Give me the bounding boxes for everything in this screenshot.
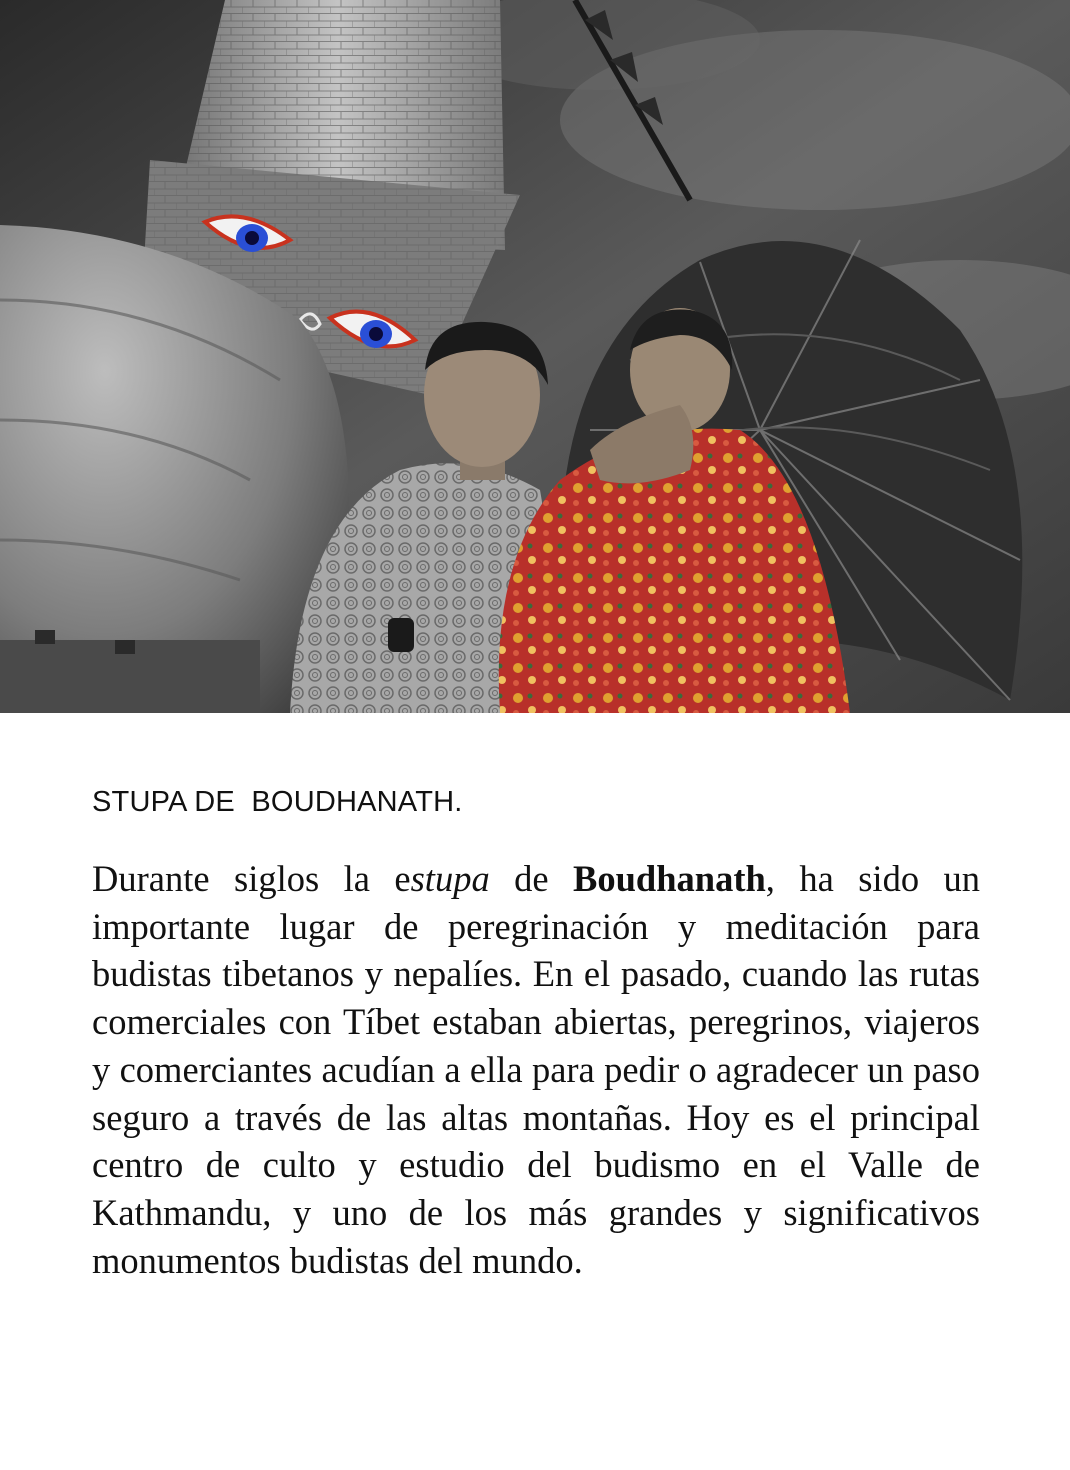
article-body: [92, 855, 980, 1284]
body-bold-boudhanath: Boudhanath: [573, 858, 766, 899]
body-intro-2: de: [489, 858, 574, 899]
hero-photo: [0, 0, 1070, 713]
body-rest: , ha sido un importante lugar de peregrinación y meditación para budistas tibetanos y nepalíes. En el pasado, cuando las rutas comerciales con Tíbet estaban abiertas, peregrinos, viajeros y comerciantes acudían a ella para pedir o agradecer un paso seguro a través de las altas montañas. Hoy es el principal centro de culto y estudio del budismo en el Valle de Kathmandu, y uno de los más grandes y significativos monumentos budistas del mundo.: [92, 858, 981, 1281]
body-intro-1: Durante siglos la e: [92, 858, 411, 899]
stupa-photo-illustration: [0, 0, 1070, 713]
article-title: STUPA DE BOUDHANATH.: [92, 786, 463, 818]
body-italic-stupa: stupa: [410, 858, 490, 899]
